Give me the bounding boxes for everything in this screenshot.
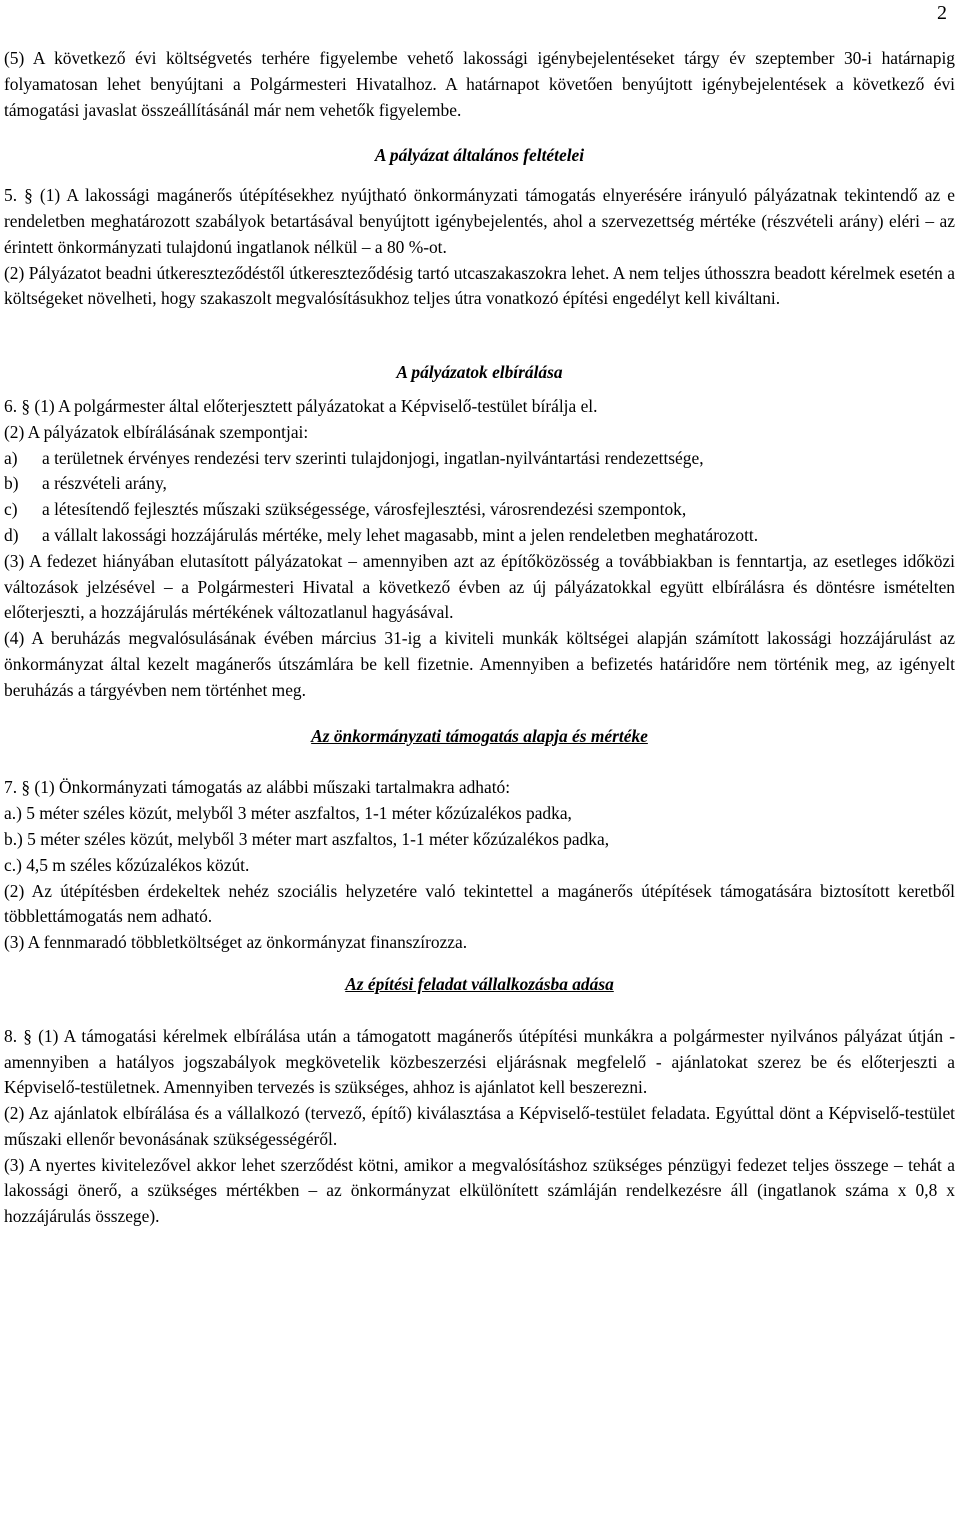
paragraph-8-1: 8. § (1) A támogatási kérelmek elbírálása után a támogatott magánerős útépítési munkákra a polgármester nyilvános pályázat útján - amennyiben a hatályos jogszabályok megkövetelik közbeszerzési eljárásnak megfelelő - ajánlatokat szerez be és előterjeszti a Képviselő-testületnek. Amennyiben tervezés is szükséges, ahhoz is ajánlatot kell beszerezni. [4, 1025, 955, 1098]
paragraph-7-3: (3) A fennmaradó többletköltséget az önkormányzat finanszírozza. [4, 932, 468, 953]
list-marker: c) [4, 499, 18, 520]
list-marker: b) [4, 473, 19, 494]
paragraph-5-2: (2) Pályázatot beadni útkereszteződéstől útkereszteződésig tartó utcaszakaszokra lehet. A nem teljes úthosszra beadott kérelmek esetén a költségeket növelheti, hogy szakaszolt megvalósításukhoz teljes útra vonatkozó építési engedélyt kell kiváltani. [4, 262, 955, 309]
paragraph-4-5: (5) A következő évi költségvetés terhére figyelembe vehető lakossági igénybejelentéseket tárgy év szeptember 30-i határnapig folyamatosan lehet benyújtani a Polgármesteri Hivatalhoz. A határnapot követően benyújtott igénybejelentések a következő évi támogatási javaslat összeállításánál már nem vehetők figyelembe. [4, 48, 955, 120]
paragraph-5-1: 5. § (1) A lakossági magánerős útépítésekhez nyújtható önkormányzati támogatás elnyerésére irányuló pályázatnak tekintendő az e rendeletben meghatározott szabályok betartásával benyújtott igénybejelentés, ahol a szervezettség mértéke (részvételi arány) eléri – az érintett önkormányzati tulajdonú ingatlanok nélkül – a 80 %-ot. [4, 185, 955, 257]
list-item-criterion-b [4, 471, 955, 497]
paragraph-6-3: (3) A fedezet hiányában elutasított pályázatokat – amennyiben azt az építőközösség a továbbiakban is fenntartja, az esetleges időközi változások jelzésével – a Polgármesteri Hivatal a következő évben az új pályázatokkal együtt elbírálásra és döntésre ismételten előterjeszti, a hozzájárulás mértékének változatlanul hagyásával. [4, 550, 955, 623]
list-marker: a) [4, 447, 18, 468]
heading-contracting: Az építési feladat vállalkozásba adása [345, 973, 614, 994]
list-item-text: a területnek érvényes rendezési terv szerinti tulajdonjogi, ingatlan-nyilvántartási rendezettsége, [42, 447, 704, 468]
list-item-criterion-a [4, 446, 955, 472]
list-item-criterion-c [4, 497, 955, 523]
list-item-criterion-d [4, 523, 955, 549]
list-item-text: a részvételi arány, [42, 473, 167, 494]
heading-evaluation: A pályázatok elbírálása [396, 362, 563, 383]
paragraph-6-1: 6. § (1) A polgármester által előterjesztett pályázatokat a Képviselő-testület bírálja el. [4, 395, 598, 416]
paragraph-8-3: (3) A nyertes kivitelezővel akkor lehet szerződést kötni, amikor a megvalósításhoz szükséges pénzügyi fedezet teljes összege – tehát a lakossági önerő, a szükséges mértékben – az önkormányzat elkülönített számláján rendelkezésre áll (ingatlanok száma x 0,8 x hozzájárulás összege). [4, 1154, 955, 1227]
heading-general-conditions: A pályázat általános feltételei [374, 145, 585, 166]
page-number: 2 [937, 2, 947, 24]
heading-support-basis: Az önkormányzati támogatás alapja és mértéke [311, 725, 648, 746]
list-item-road-b: b.) 5 méter széles közút, melyből 3 méter mart aszfaltos, 1-1 méter kőzúzalékos padka, [4, 828, 610, 849]
list-item-text: a vállalt lakossági hozzájárulás mértéke, mely lehet magasabb, mint a jelen rendeletben meghatározott. [42, 524, 759, 545]
document-body [4, 46, 955, 1230]
list-item-road-a: a.) 5 méter széles közút, melyből 3 méter aszfaltos, 1-1 méter kőzúzalékos padka, [4, 803, 572, 824]
list-marker: d) [4, 524, 19, 545]
list-item-road-c: c.) 4,5 m széles kőzúzalékos közút. [4, 854, 250, 875]
paragraph-8-2: (2) Az ajánlatok elbírálása és a vállalkozó (tervező, építő) kiválasztása a Képviselő-testület feladata. Egyúttal dönt a Képviselő-testület műszaki ellenőr bevonásának szükségességéről. [4, 1103, 955, 1149]
list-item-text: a létesítendő fejlesztés műszaki szükségessége, városfejlesztési, városrendezési szempontok, [42, 499, 687, 520]
paragraph-7-1: 7. § (1) Önkormányzati támogatás az alábbi műszaki tartalmakra adható: [4, 777, 511, 798]
paragraph-6-2: (2) A pályázatok elbírálásának szempontjai: [4, 421, 309, 442]
paragraph-6-4: (4) A beruházás megvalósulásának évében március 31-ig a kiviteli munkák költségei alapján számított lakossági hozzájárulást az önkormányzat által kezelt magánerős útszámlára be kell fizetnie. Amennyiben a befizetés határidőre nem történik meg, az igényelt beruházás a tárgyévben nem történhet meg. [4, 628, 955, 700]
paragraph-7-2: (2) Az útépítésben érdekeltek nehéz szociális helyzetére való tekintettel a magánerős útépítések támogatására biztosított keretből többlettámogatás nem adható. [4, 880, 955, 927]
